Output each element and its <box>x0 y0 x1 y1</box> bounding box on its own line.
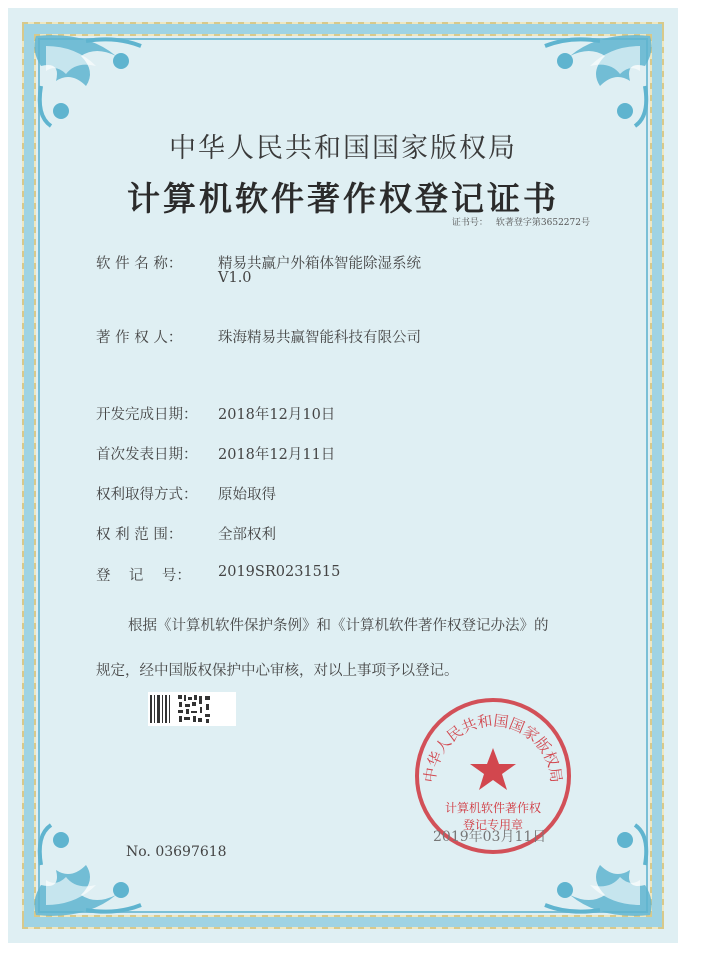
field-software-name <box>96 252 421 273</box>
certificate-number <box>452 215 590 228</box>
body-text-line-2: 规定，经中国版权保护中心审核，对以上事项予以登记。 <box>96 663 459 679</box>
field-software-version: V1.0 <box>218 270 252 286</box>
corner-ornament-icon <box>530 26 660 136</box>
field-value: 珠海精易共赢智能科技有限公司 <box>218 330 421 346</box>
field-value: 精易共赢户外箱体智能除湿系统 <box>218 256 421 272</box>
certificate-number-value: 软著登字第3652272号 <box>495 218 590 228</box>
seal-outer-text: 中华人民共和国国家版权局 <box>420 711 566 784</box>
field-label: 首次发表日期： <box>96 447 198 463</box>
seal-inner-line-1: 计算机软件著作权 <box>444 801 542 815</box>
field-publish-date <box>96 443 335 464</box>
field-value: 2018年12月10日 <box>218 407 336 423</box>
authority-title: 中华人民共和国国家版权局 <box>169 133 517 164</box>
field-label: 权 利 范 围： <box>96 527 183 543</box>
serial-number: No. 03697618 <box>126 844 227 860</box>
seal-inner-line-2: 登记专用章 <box>462 818 524 832</box>
field-value: 2018年12月11日 <box>218 447 336 463</box>
certificate-number-label: 证书号： <box>451 218 488 228</box>
field-acquisition-method <box>96 483 276 504</box>
corner-ornament-icon <box>26 815 156 925</box>
certificate-title: 计算机软件著作权登记证书 <box>127 179 559 218</box>
field-label: 著 作 权 人： <box>96 330 183 346</box>
field-label: 开发完成日期： <box>96 407 198 423</box>
field-label: 软 件 名 称： <box>96 256 183 272</box>
qr-barcode-icon <box>148 692 236 726</box>
field-value: 原始取得 <box>218 487 276 503</box>
certificate <box>8 8 678 943</box>
field-label: 登 记 号： <box>96 568 191 584</box>
corner-ornament-icon <box>26 26 156 136</box>
field-completion-date <box>96 403 335 424</box>
field-label: 权利取得方式： <box>96 487 198 503</box>
field-value: 2019SR0231515 <box>218 564 341 580</box>
issue-date: 2019年03月11日 <box>433 829 547 845</box>
field-copyright-owner <box>96 326 421 347</box>
body-text-line-1: 根据《计算机软件保护条例》和《计算机软件著作权登记办法》的 <box>128 618 549 634</box>
field-value: 全部权利 <box>218 527 276 543</box>
field-registration-number <box>96 564 340 585</box>
field-rights-scope <box>96 523 276 544</box>
